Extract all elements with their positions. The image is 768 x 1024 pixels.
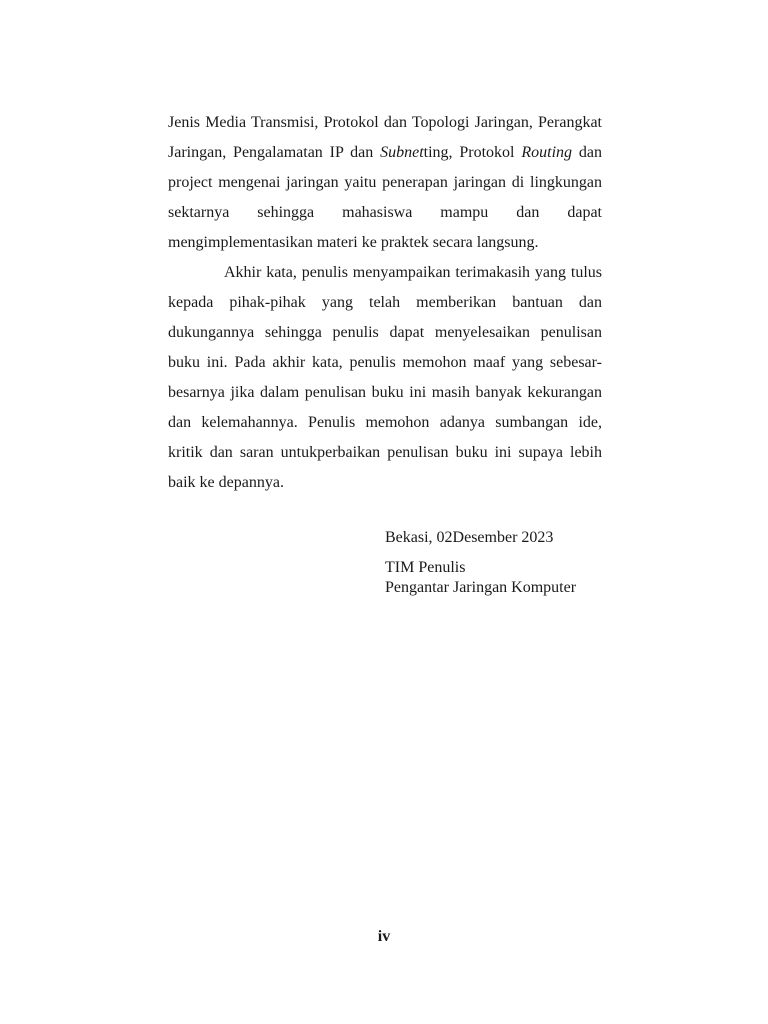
book-title-line: Pengantar Jaringan Komputer: [385, 579, 577, 596]
paragraph-1: Jenis Media Transmisi, Protokol dan Topologi Jaringan, Perangkat Jaringan, Pengalamatan IP dan Subnetting, Protokol Routing dan project mengenai jaringan yaitu penerapan jaringan di lingkungan sektarnya sehingga mahasiswa mampu dan dapat mengimplementasikan materi ke praktek secara langsung.: [168, 114, 602, 251]
place-date: Bekasi, 02Desember 2023: [385, 529, 554, 546]
paragraph-2: Akhir kata, penulis menyampaikan terimakasih yang tulus kepada pihak-pihak yang telah memberikan bantuan dan dukungannya sehingga penulis dapat menyelesaikan penulisan buku ini. Pada akhir kata, penulis memohon maaf yang sebesar-besarnya jika dalam penulisan buku ini masih banyak kekurangan dan kelemahannya. Penulis memohon adanya sumbangan ide, kritik dan saran untukperbaikan penulisan buku ini supaya lebih baik ke depannya.: [168, 264, 602, 491]
signature-block: [385, 528, 576, 598]
italic-term-routing: Routing: [521, 144, 573, 161]
italic-term-subnet: Subnet: [380, 144, 424, 161]
page-number: iv: [377, 928, 391, 945]
author-line: TIM Penulis: [385, 559, 466, 576]
body-text: [168, 108, 602, 498]
